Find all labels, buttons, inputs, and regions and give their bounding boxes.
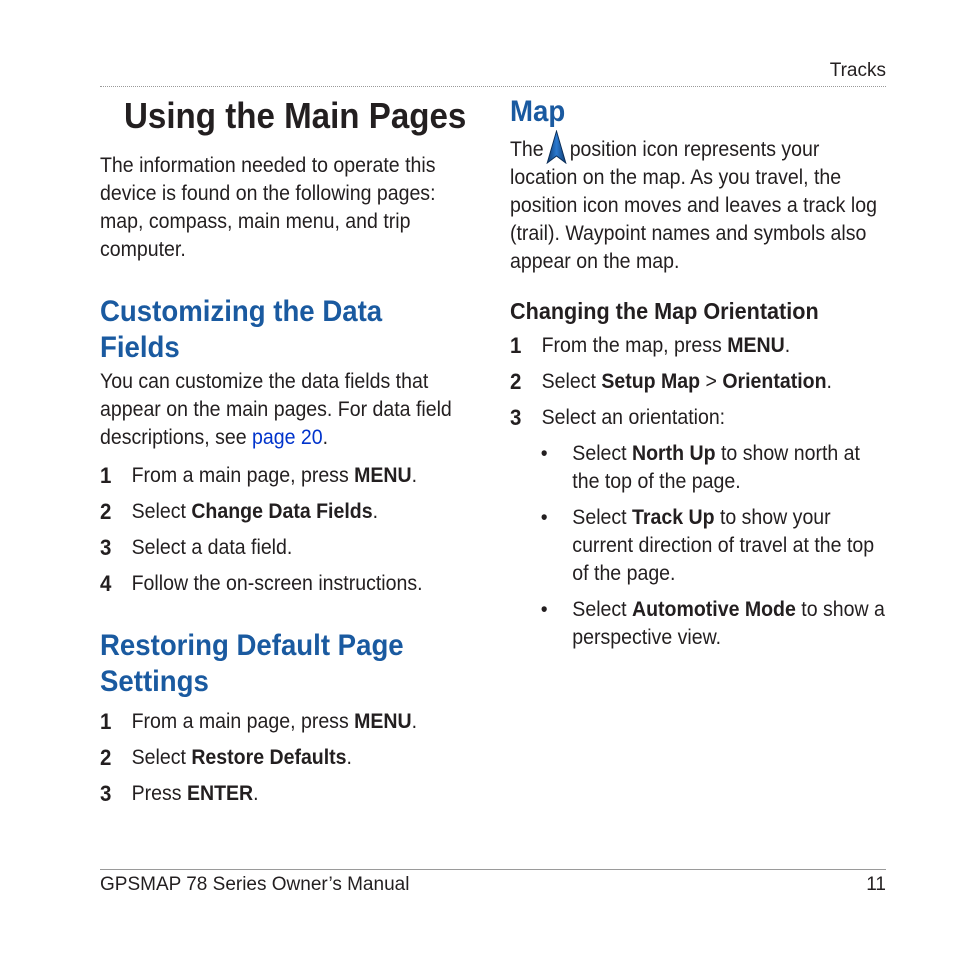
customize-heading: Customizing the Data Fields (100, 295, 383, 364)
option-key: North Up (632, 442, 716, 465)
orientation-step-1 (510, 332, 932, 360)
footer-rule (100, 869, 886, 870)
step-key: Change Data Fields (191, 500, 373, 523)
step-end: . (784, 334, 791, 357)
restore-step-2 (100, 744, 522, 772)
step-key-2: Orientation (722, 370, 827, 393)
map-paragraph-start: The (510, 138, 544, 161)
restore-step-3 (100, 780, 522, 808)
step-key: MENU (354, 464, 412, 487)
step-text: From a main page, press (131, 464, 355, 487)
step-number: 2 (100, 745, 112, 770)
step-end: . (826, 370, 832, 393)
step-key: Setup Map (601, 370, 701, 393)
option-key: Automotive Mode (632, 598, 796, 621)
header-section-title: Tracks (829, 60, 886, 81)
bullet: • (540, 506, 548, 529)
position-arrow-icon (546, 130, 566, 164)
option-desc: to show north at the top of the page. (572, 442, 860, 493)
restore-heading: Restoring Default Page Settings (100, 629, 404, 698)
orientation-step-3 (510, 404, 932, 652)
step-text: Follow the on-screen instructions. (131, 572, 423, 595)
option-text: Select (572, 506, 633, 529)
option-desc: to show your current direction of travel at the top of the page. (572, 506, 875, 585)
bullet: • (540, 442, 548, 465)
step-text: From the map, press (541, 334, 728, 357)
step-number: 4 (100, 571, 112, 596)
right-column (510, 92, 890, 660)
step-number: 1 (100, 463, 112, 488)
step-end: . (253, 782, 259, 805)
step-number: 2 (510, 369, 522, 394)
option-automotive-mode (541, 596, 889, 652)
step-text: Select (131, 746, 192, 769)
bullet: • (540, 598, 548, 621)
orientation-heading: Changing the Map Orientation (510, 298, 819, 324)
customize-paragraph-text: You can customize the data fields that appear on the main pages. For data field descriptions, see (100, 370, 452, 449)
step-text: Select an orientation: (541, 406, 726, 429)
step-number: 3 (100, 535, 112, 560)
step-end: . (411, 464, 418, 487)
intro-paragraph: The information needed to operate this device is found on the following pages: map, compass, main menu, and trip computer. (100, 154, 436, 261)
step-text: Select a data field. (131, 536, 293, 559)
step-text: Select (131, 500, 192, 523)
page-title: Using the Main Pages (124, 95, 467, 136)
footer-page-number: 11 (866, 874, 886, 895)
step-number: 2 (100, 499, 112, 524)
page-20-link[interactable]: page 20 (251, 426, 323, 449)
option-north-up (541, 440, 889, 496)
step-text: From a main page, press (131, 710, 355, 733)
customize-steps (100, 462, 480, 598)
option-text: Select (572, 442, 633, 465)
option-desc: to show a perspective view. (572, 598, 885, 649)
orientation-step-2 (510, 368, 932, 396)
step-number: 3 (510, 405, 522, 430)
footer-manual-title: GPSMAP 78 Series Owner’s Manual (100, 874, 410, 895)
customize-step-2 (100, 498, 522, 526)
step-separator: > (700, 370, 723, 393)
step-text: Select (541, 370, 602, 393)
option-text: Select (572, 598, 633, 621)
customize-step-4 (100, 570, 522, 598)
step-key: ENTER (186, 782, 254, 805)
map-paragraph-text: position icon represents your location on the map. As you travel, the position icon moves and leaves a track log (trail). Waypoint names and symbols also appear on the map. (510, 138, 877, 273)
step-key: MENU (727, 334, 785, 357)
customize-step-1 (100, 462, 522, 490)
header-rule (100, 86, 886, 87)
step-number: 3 (100, 781, 112, 806)
step-text: Press (131, 782, 187, 805)
customize-paragraph-end: . (322, 426, 329, 449)
map-heading: Map (510, 95, 566, 128)
step-end: . (346, 746, 352, 769)
step-key: MENU (354, 710, 412, 733)
step-end: . (411, 710, 418, 733)
restore-steps (100, 708, 480, 808)
option-track-up (541, 504, 889, 588)
restore-step-1 (100, 708, 522, 736)
orientation-options (541, 440, 933, 652)
step-number: 1 (510, 333, 522, 358)
orientation-steps (510, 332, 890, 652)
customize-step-3 (100, 534, 522, 562)
customize-paragraph (100, 368, 481, 452)
step-end: . (372, 500, 379, 523)
left-column (100, 92, 480, 816)
step-key: Restore Defaults (191, 746, 347, 769)
step-number: 1 (100, 709, 112, 734)
option-key: Track Up (632, 506, 715, 529)
map-paragraph (510, 130, 882, 276)
